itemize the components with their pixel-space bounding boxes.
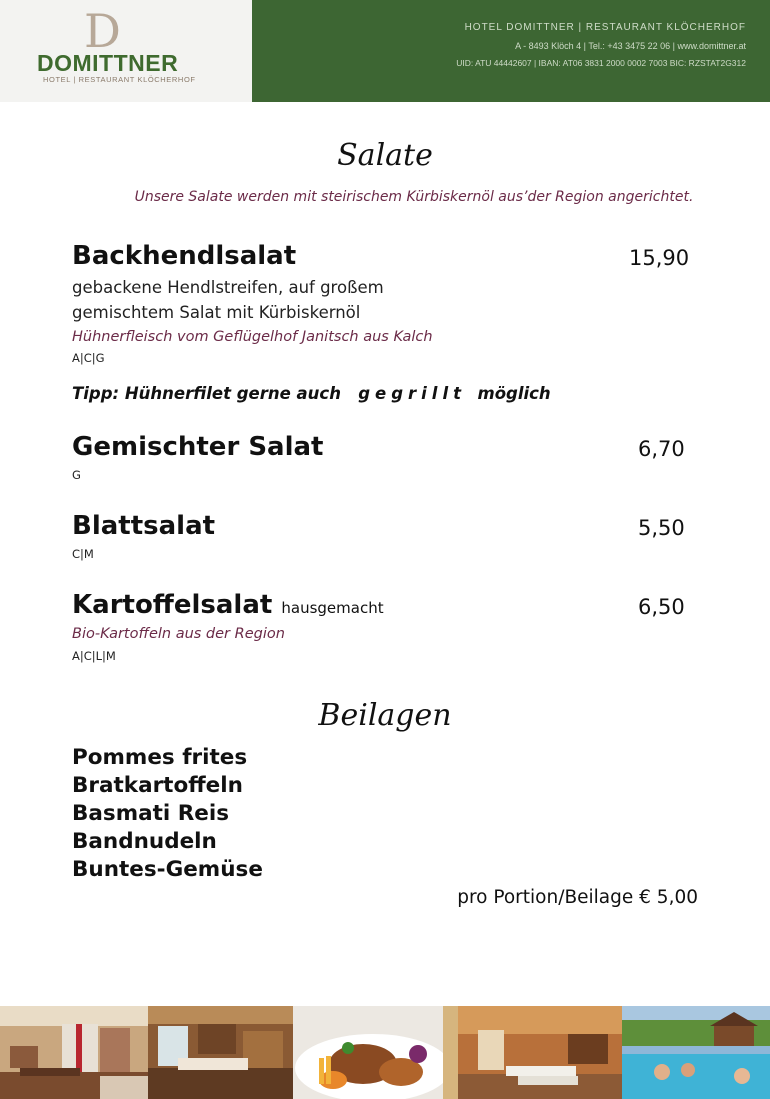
contact-bank: UID: ATU 44442607 | IBAN: AT06 3831 2000 0002 7003 BIC: RZSTAT2G312 <box>456 58 746 68</box>
dish-price: 15,90 <box>629 246 690 270</box>
dish-name <box>72 590 384 620</box>
dish-name: Gemischter Salat <box>72 432 324 462</box>
allergen-codes: A|C|G <box>72 351 105 365</box>
allergen-codes: C|M <box>72 547 94 561</box>
tip-emphasis: gegrillt <box>358 384 466 403</box>
photo-food-plate <box>293 1006 458 1099</box>
contact-address: A - 8493 Klöch 4 | Tel.: +43 3475 22 06 | www.domittner.at <box>515 41 746 51</box>
photo-hotel-room <box>0 1006 148 1099</box>
dish-description: gebackene Hendlstreifen, auf großem <box>72 278 384 297</box>
contact-company: HOTEL DOMITTNER | RESTAURANT KLÖCHERHOF <box>464 22 746 33</box>
dish-name: Backhendlsalat <box>72 241 297 271</box>
dish-name: Blattsalat <box>72 511 216 541</box>
side-price-note: pro Portion/Beilage € 5,00 <box>457 887 698 908</box>
photo-pool <box>622 1006 770 1099</box>
letterhead <box>0 0 770 102</box>
side-item: Basmati Reis <box>72 801 230 826</box>
side-item: Bratkartoffeln <box>72 773 243 798</box>
allergen-codes: G <box>72 468 81 482</box>
allergen-codes: A|C|L|M <box>72 649 116 663</box>
tip-text <box>72 384 551 403</box>
photo-strip <box>0 1006 770 1099</box>
dish-price: 6,70 <box>638 437 685 461</box>
logo-monogram: D <box>84 4 121 58</box>
section-title-sides: Beilagen <box>318 698 452 733</box>
dish-name-suffix: hausgemacht <box>281 599 384 617</box>
dish-note: Bio-Kartoffeln aus der Region <box>72 626 285 642</box>
dish-price: 6,50 <box>638 595 685 619</box>
dish-name-main: Kartoffelsalat <box>72 590 273 620</box>
dish-description: gemischtem Salat mit Kürbiskernöl <box>72 303 361 322</box>
tip-suffix: möglich <box>477 384 551 403</box>
dish-price: 5,50 <box>638 516 685 540</box>
tip-prefix: Tipp: Hühnerfilet gerne auch <box>72 384 341 403</box>
logo-name: DOMITTNER <box>37 50 179 76</box>
logo <box>0 0 252 102</box>
side-item: Bandnudeln <box>72 829 217 854</box>
section-title-salads: Salate <box>337 138 433 173</box>
side-item: Buntes-Gemüse <box>72 857 263 882</box>
photo-spa-lounge <box>458 1006 622 1099</box>
logo-subtitle: HOTEL | RESTAURANT KLÖCHERHOF <box>43 75 196 84</box>
contact-panel <box>252 0 770 102</box>
photo-restaurant <box>148 1006 293 1099</box>
salads-subtitle: Unsere Salate werden mit steirischem Kürbiskernöl aus’der Region angerichtet. <box>134 189 694 205</box>
side-item: Pommes frites <box>72 745 248 770</box>
dish-note: Hühnerfleisch vom Geflügelhof Janitsch aus Kalch <box>72 329 433 345</box>
